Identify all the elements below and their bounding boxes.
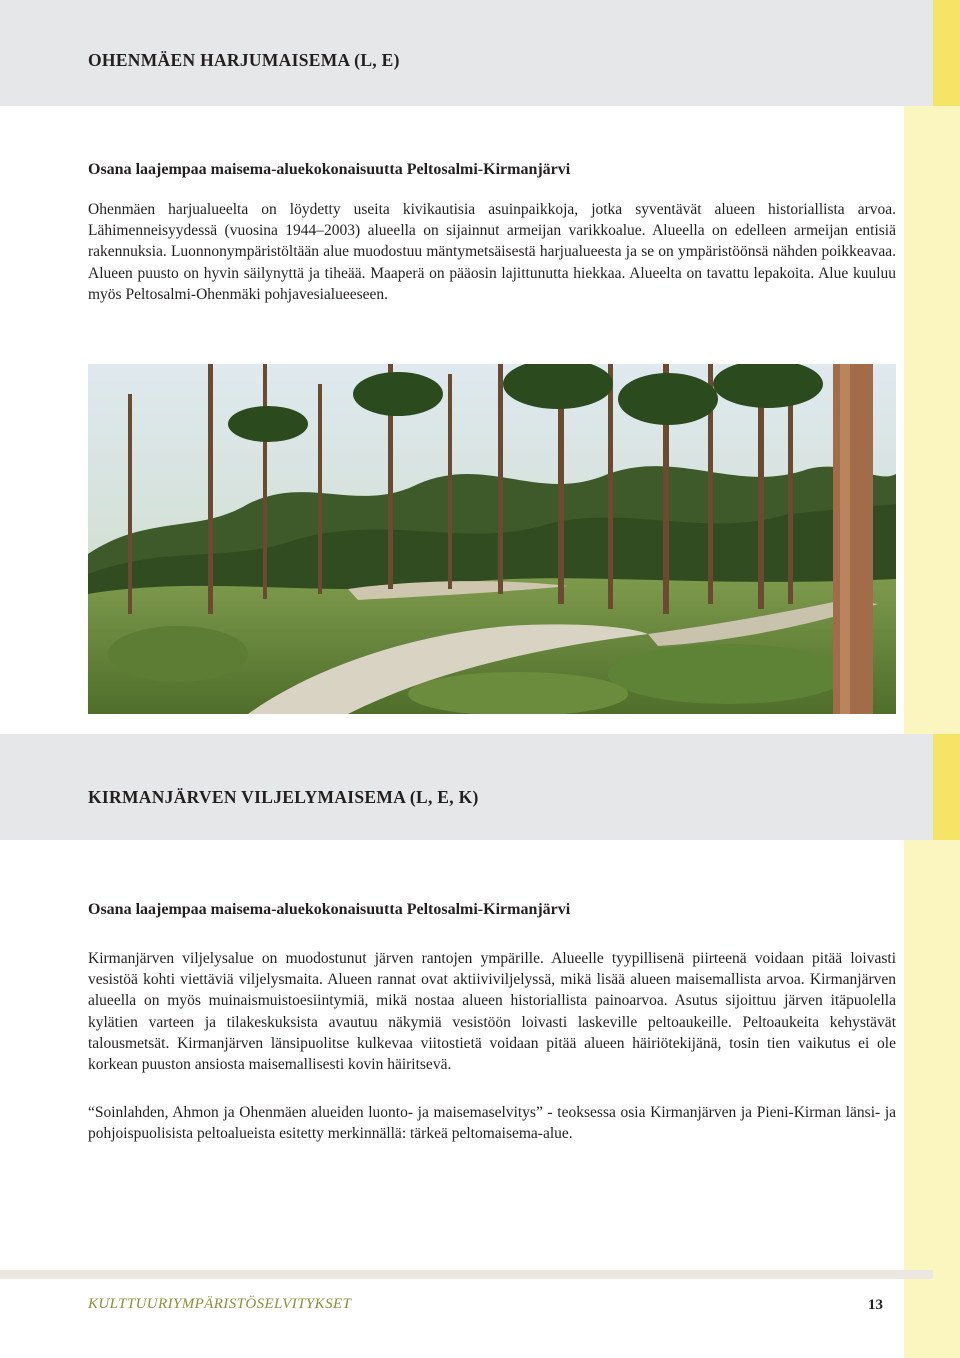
- section-subtitle-kirmanjarvi: Osana laajempaa maisema-aluekokonaisuutta Peltosalmi-Kirmanjärvi: [88, 901, 571, 918]
- section-title-ohenmaki: OHENMÄEN HARJUMAISEMA (L, E): [88, 50, 400, 70]
- page-number: 13: [868, 1297, 883, 1313]
- section-body-ohenmaki: Ohenmäen harjualueelta on löydetty useita kivikautisia asuinpaikkoja, jotka syventävät alueen historiallista arvoa. Lähimenneisyydessä (vuosina 1944–2003) alueella on sijainnut armeijan varikkoalue. Alueella on edelleen armeijan entisiä rakennuksia. Luonnonympäristöltään alue muodostuu mäntymetsäisestä harjualueesta ja se on ympäristöönsä nähden poikkeavaa. Alueen puusto on hyvin säilynyttä ja tiheää. Maaperä on pääosin lajittunutta hiekkaa. Alueelta on tavattu lepakoita. Alue kuuluu myös Peltosalmi-Ohenmäki pohjavesialueeseen.: [88, 201, 896, 303]
- section-title-kirmanjarvi: KIRMANJÄRVEN VILJELYMAISEMA (L, E, K): [88, 787, 479, 807]
- footer-publication-title: KULTTUURIYMPÄRISTÖSELVITYKSET: [88, 1296, 352, 1312]
- footer-divider: [0, 1270, 933, 1279]
- section-header-band-2: [0, 734, 933, 840]
- accent-strip-bottom: [904, 840, 960, 1358]
- section-subtitle-ohenmaki: Osana laajempaa maisema-aluekokonaisuutta Peltosalmi-Kirmanjärvi: [88, 161, 571, 178]
- accent-strip-middle-2: [933, 734, 960, 840]
- accent-strip-top: [933, 0, 960, 106]
- section-body-kirmanjarvi: Kirmanjärven viljelysalue on muodostunut järven rantojen ympärille. Alueelle tyypillisenä piirteenä voidaan pitää loivasti vesistöä kohti viettäviä viljelysmaita. Alueen rannat ovat aktiiviviljelyssä, mikä lisää alueen maisemallista arvoa. Kirmanjärven alueella on myös muinaismuistoesiintymiä, mikä nostaa alueen historiallista painoarvoa. Asutus sijoittuu järven itäpuolella kylätien varteen ja tilakeskuksista avautuu näkymiä vesistöön loivasti laskeville peltoaukeille. Peltoaukeita kehystävät talousmetsät. Kirmanjärven länsipuolitse kulkevaa viitostietä voidaan pitää alueen häiriötekijänä, tosin tien vaikutus ei ole korkean puuston ansiosta maisemallisesti kovin häiritsevä.: [88, 950, 896, 1074]
- section-header-band-1: [0, 0, 933, 106]
- accent-strip-middle: [904, 106, 960, 734]
- section-quote-kirmanjarvi: “Soinlahden, Ahmon ja Ohenmäen alueiden luonto- ja maisemaselvitys” - teoksessa osia Kirmanjärven ja Pieni-Kirman länsi- ja pohjoispuolisista peltoalueista esitetty merkinnällä: tärkeä peltomaisema-alue.: [88, 1104, 896, 1143]
- pine-forest-photo: [88, 364, 896, 714]
